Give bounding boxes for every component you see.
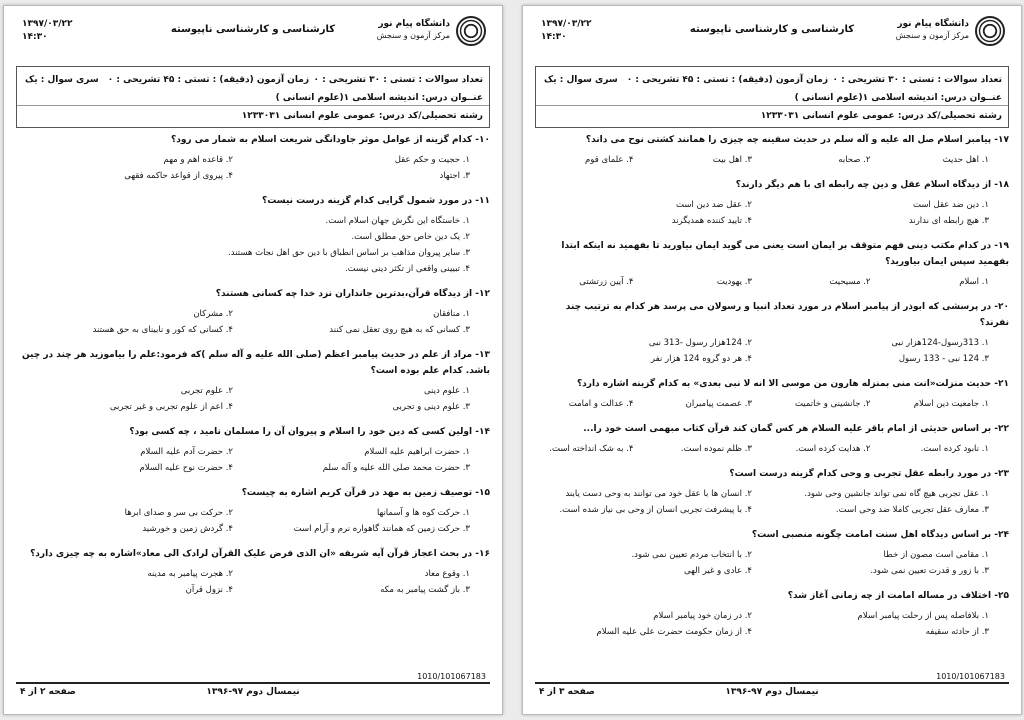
answer-option: ۱. حجیت و حکم عقل [394, 155, 470, 165]
answer-option: ۲. در زمان خود پیامبر اسلام [653, 611, 752, 621]
question-text: ۱۱- در مورد شمول گرایی کدام گزینه درست نیست؟ [262, 196, 490, 206]
answer-option: ۲. هجرت پیامبر به مدینه [147, 569, 233, 579]
answer-option: ۱. خاستگاه این نگرش جهان اسلام است. [325, 216, 470, 226]
exam-time: ۱۴:۳۰ [541, 32, 567, 42]
semester-label: نیمسال دوم ۹۷-۱۳۹۶ [725, 687, 819, 697]
exam-page-right [522, 5, 1022, 715]
answer-option: ۳. کسانی که به هیچ روی تعقل نمی کنند [329, 325, 470, 335]
question-text: ۲۴- بر اساس دیدگاه اهل سنت امامت چگونه منصبی است؟ [751, 530, 1009, 540]
question-item [16, 546, 490, 598]
answer-option: ۲. عقل ضد دین است [675, 200, 752, 210]
answer-option: ۱. 313رسول-124هزار نبی [891, 338, 989, 348]
question-item [535, 588, 1009, 640]
university-title: دانشگاه پیام نور [897, 19, 969, 29]
answer-option: ۴. حضرت نوح علیه السلام [139, 463, 233, 473]
answer-option: ۴. گردش زمین و خورشید [142, 524, 233, 534]
question-item [535, 376, 1009, 412]
answer-option: ۳. حضرت محمد صلی الله علیه و آله سلم [322, 463, 470, 473]
page-footer [535, 672, 1009, 698]
option-list [535, 274, 1009, 290]
answer-option: ۳. یهودیت [716, 277, 752, 287]
question-item [16, 347, 490, 415]
answer-option: ۲. یک دین خاص حق مطلق است. [351, 232, 470, 242]
option-list [535, 197, 1009, 229]
exam-datetime [541, 18, 592, 44]
answer-option: ۱. عقل تجربی هیچ گاه نمی تواند جانشین وحی شود. [804, 489, 989, 499]
answer-option: ۱. دین ضد عقل است [912, 200, 989, 210]
question-text: ۱۴- اولین کسی که دین خود را اسلام و پیروان آن را مسلمان نامید ، چه کسی بود؟ [129, 427, 490, 437]
answer-option: ۲. مسیحیت [829, 277, 871, 287]
answer-option: ۱. بلافاصله پس از رحلت پیامبر اسلام [857, 611, 989, 621]
question-item [535, 299, 1009, 367]
answer-option: ۱. علوم دینی [423, 386, 470, 396]
answer-option: ۲. صحابه [838, 155, 871, 165]
answer-option: ۱. مقامی است مصون از خطا [883, 550, 989, 560]
university-title: دانشگاه پیام نور [378, 19, 450, 29]
option-list [16, 505, 490, 537]
question-text: ۲۲- بر اساس حدیثی از امام باقر علیه السلام هر کس گمان کند قرآن کتاب مبهمی است خود را... [583, 424, 1009, 434]
option-list [535, 441, 1009, 457]
answer-option: ۳. با زور و قدرت تعیین نمی شود. [870, 566, 989, 576]
info-divider [17, 105, 489, 106]
exam-time: ۱۴:۳۰ [22, 32, 48, 42]
answer-option: ۴. کسانی که کور و نابینای به حق هستند [92, 325, 233, 335]
question-item [16, 132, 490, 184]
answer-option: ۱. اسلام [959, 277, 989, 287]
option-list [535, 608, 1009, 640]
question-text: ۱۵- توصیف زمین به مهد در قرآن کریم اشاره به چیست؟ [241, 488, 490, 498]
option-list [535, 547, 1009, 579]
exam-level-title: کارشناسی و کارشناسی ناپیوسته [170, 24, 336, 35]
answer-option: ۴. عادی و غیر الهی [684, 566, 752, 576]
university-subtitle: مرکز آزمون و سنجش [376, 31, 450, 40]
exam-date: ۱۳۹۷/۰۳/۲۲ [541, 19, 592, 29]
exam-datetime [22, 18, 73, 44]
course-title: عنــوان درس: اندیشه اسلامی ۱(علوم انسانی ) [275, 93, 483, 103]
exam-duration: زمان آزمون (دقیقه) : تستی : ۴۵ تشریحی : ۰ [626, 75, 828, 85]
question-item [16, 286, 490, 338]
answer-option: ۲. با انتخاب مردم تعیین نمی شود. [631, 550, 752, 560]
exam-duration: زمان آزمون (دقیقه) : تستی : ۴۵ تشریحی : ۰ [107, 75, 309, 85]
answer-option: ۱. وقوع معاد [424, 569, 470, 579]
answer-option: ۳. عصمت پیامبران [685, 399, 752, 409]
exam-code: 1010/101067183 [417, 672, 486, 681]
answer-option: ۳. سایر پیروان مذاهب بر اساس انطباق با دین حق اهل نجات هستند. [228, 248, 470, 258]
option-list [16, 213, 490, 277]
answer-option: ۴. تایید کننده همدیگرند [671, 216, 752, 226]
question-list [535, 132, 1009, 649]
answer-option: ۳. علوم دینی و تجربی [392, 402, 470, 412]
answer-option: ۲. حرکت بی سر و صدای ابرها [124, 508, 233, 518]
option-list [16, 152, 490, 184]
answer-option: ۳. هیچ رابطه ای ندارند [908, 216, 989, 226]
question-text: ۲۳- در مورد رابطه عقل تجربی و وحی کدام گزینه درست است؟ [729, 469, 1009, 479]
question-text: ۲۰- در پرسشی که ابوذر از پیامبر اسلام در مورد تعداد انبیا و رسولان می پرسد هر کدام به ترتیب چند نفرند؟ [565, 302, 1009, 328]
page-number: صفحه ۲ از ۴ [20, 687, 76, 697]
question-item [16, 485, 490, 537]
answer-option: ۱. اهل حدیث [942, 155, 989, 165]
page-header [535, 16, 1009, 64]
answer-option: ۲. جانشینی و خاتمیت [794, 399, 871, 409]
answer-option: ۴. به شک انداخته است. [549, 444, 634, 454]
answer-option: ۳. از حادثه سقیفه [925, 627, 989, 637]
answer-option: ۴. هر دو گروه 124 هزار نفر [650, 354, 752, 364]
question-text: ۱۶- در بحث اعجاز قرآن آیه شریفه «ان الذی فرض علیک القرآن لرادک الی معاد»اشاره به چه چیزی دارد؟ [30, 549, 490, 559]
option-list [535, 396, 1009, 412]
option-list [16, 444, 490, 476]
answer-option: ۳. ظلم نموده است. [680, 444, 752, 454]
answer-option: ۱. حرکت کوه ها و آسمانها [376, 508, 470, 518]
question-text: ۱۰- کدام گزینه از عوامل موثر جاودانگی شریعت اسلام به شمار می رود؟ [171, 135, 490, 145]
answer-option: ۱. حضرت ابراهیم علیه السلام [364, 447, 470, 457]
info-divider [536, 105, 1008, 106]
question-text: ۲۵- اختلاف در مساله امامت از چه زمانی آغاز شد؟ [787, 591, 1009, 601]
answer-option: ۳. اجتهاد [439, 171, 470, 181]
question-count: تعداد سوالات : تستی : ۳۰ تشریحی : ۰ [832, 75, 1002, 85]
question-text: ۱۷- پیامبر اسلام صل اله علیه و آله سلم در حدیث سفینه چه چیزی را همانند کشتی نوح می داند؟ [585, 135, 1009, 145]
question-text: ۱۲- از دیدگاه قرآن،بدترین جانداران نزد خدا چه کسانی هستند؟ [215, 289, 490, 299]
question-list [16, 132, 490, 607]
answer-option: ۲. 124هزار رسول -313 نبی [648, 338, 752, 348]
answer-option: ۲. قاعده اهم و مهم [163, 155, 233, 165]
university-subtitle: مرکز آزمون و سنجش [895, 31, 969, 40]
answer-option: ۴. علمای قوم [585, 155, 634, 165]
question-item [535, 466, 1009, 518]
answer-option: ۴. پیروی از قواعد حاکمه فقهی [124, 171, 233, 181]
answer-option: ۲. حضرت آدم علیه السلام [140, 447, 233, 457]
question-item [535, 527, 1009, 579]
option-list [535, 486, 1009, 518]
question-item [16, 424, 490, 476]
semester-label: نیمسال دوم ۹۷-۱۳۹۶ [206, 687, 300, 697]
question-series: سری سوال : یک [544, 75, 618, 85]
answer-option: ۱. نابود کرده است. [920, 444, 989, 454]
answer-option: ۲. هدایت کرده است. [795, 444, 871, 454]
page-number: صفحه ۳ از ۴ [539, 687, 595, 697]
answer-option: ۴. اعم از علوم تجربی و غیر تجربی [109, 402, 233, 412]
question-text: ۱۹- در کدام مکتب دینی فهم متوقف بر ایمان است یعنی می گوید ایمان بیاورید تا بفهمید نه اینکه ابتدا بفهمید سپس ایمان بیاورید؟ [561, 241, 1009, 267]
exam-level-title: کارشناسی و کارشناسی ناپیوسته [689, 24, 855, 35]
answer-option: ۴. از زمان حکومت حضرت علی علیه السلام [596, 627, 752, 637]
exam-code: 1010/101067183 [936, 672, 1005, 681]
question-series: سری سوال : یک [25, 75, 99, 85]
option-list [16, 566, 490, 598]
answer-option: ۳. اهل بیت [712, 155, 752, 165]
answer-option: ۳. حرکت زمین که همانند گاهواره نرم و آرام است [293, 524, 470, 534]
option-list [16, 306, 490, 338]
question-item [535, 177, 1009, 229]
question-text: ۱۳- مراد از علم در حدیث پیامبر اعظم (صلی الله علیه و آله سلم )که فرمود:علم را بیاموزید هر چند در چین باشد. کدام علم بوده است؟ [21, 350, 490, 376]
page-header [16, 16, 490, 64]
field-code: رشته تحصیلی/کد درس: عمومی علوم انسانی ۱۲۳۳۰۳۱ [241, 111, 483, 121]
answer-option: ۱. منافقان [433, 309, 470, 319]
answer-option: ۳. 124 نبی - 133 رسول [898, 354, 989, 364]
exam-date: ۱۳۹۷/۰۳/۲۲ [22, 19, 73, 29]
field-code: رشته تحصیلی/کد درس: عمومی علوم انسانی ۱۲۳۳۰۳۱ [760, 111, 1002, 121]
question-item [535, 132, 1009, 168]
course-title: عنــوان درس: اندیشه اسلامی ۱(علوم انسانی ) [794, 93, 1002, 103]
option-list [535, 152, 1009, 168]
answer-option: ۴. با پیشرفت تجربی انسان از وحی بی نیاز شده است. [559, 505, 752, 515]
question-item [535, 421, 1009, 457]
answer-option: ۱. جامعیت دین اسلام [913, 399, 989, 409]
question-text: ۱۸- از دیدگاه اسلام عقل و دین چه رابطه ای با هم دیگر دارند؟ [735, 180, 1009, 190]
question-count: تعداد سوالات : تستی : ۳۰ تشریحی : ۰ [313, 75, 483, 85]
answer-option: ۴. تبیینی واقعی از تکثر دینی نیست. [344, 264, 470, 274]
exam-info-box [16, 66, 490, 128]
option-list [16, 383, 490, 415]
question-text: ۲۱- حدیث منزلت«انت منی بمنزله هارون من موسی الا انه لا نبی بعدی» به کدام گزینه اشاره دارد؟ [576, 379, 1009, 389]
answer-option: ۳. معارف عقل تجربی کاملا ضد وحی است. [835, 505, 989, 515]
answer-option: ۲. مشرکان [193, 309, 233, 319]
question-item [535, 238, 1009, 290]
exam-page-left [3, 5, 503, 715]
answer-option: ۲. انسان ها با عقل خود می توانند به وحی دست یابند [565, 489, 752, 499]
answer-option: ۴. عدالت و امامت [568, 399, 634, 409]
answer-option: ۳. باز گشت پیامبر به مکه [380, 585, 470, 595]
option-list [535, 335, 1009, 367]
answer-option: ۴. نزول قرآن [185, 585, 233, 595]
page-footer [16, 672, 490, 698]
exam-info-box [535, 66, 1009, 128]
question-item [16, 193, 490, 277]
answer-option: ۲. علوم تجربی [180, 386, 233, 396]
answer-option: ۴. آیین زرتشتی [579, 277, 634, 287]
